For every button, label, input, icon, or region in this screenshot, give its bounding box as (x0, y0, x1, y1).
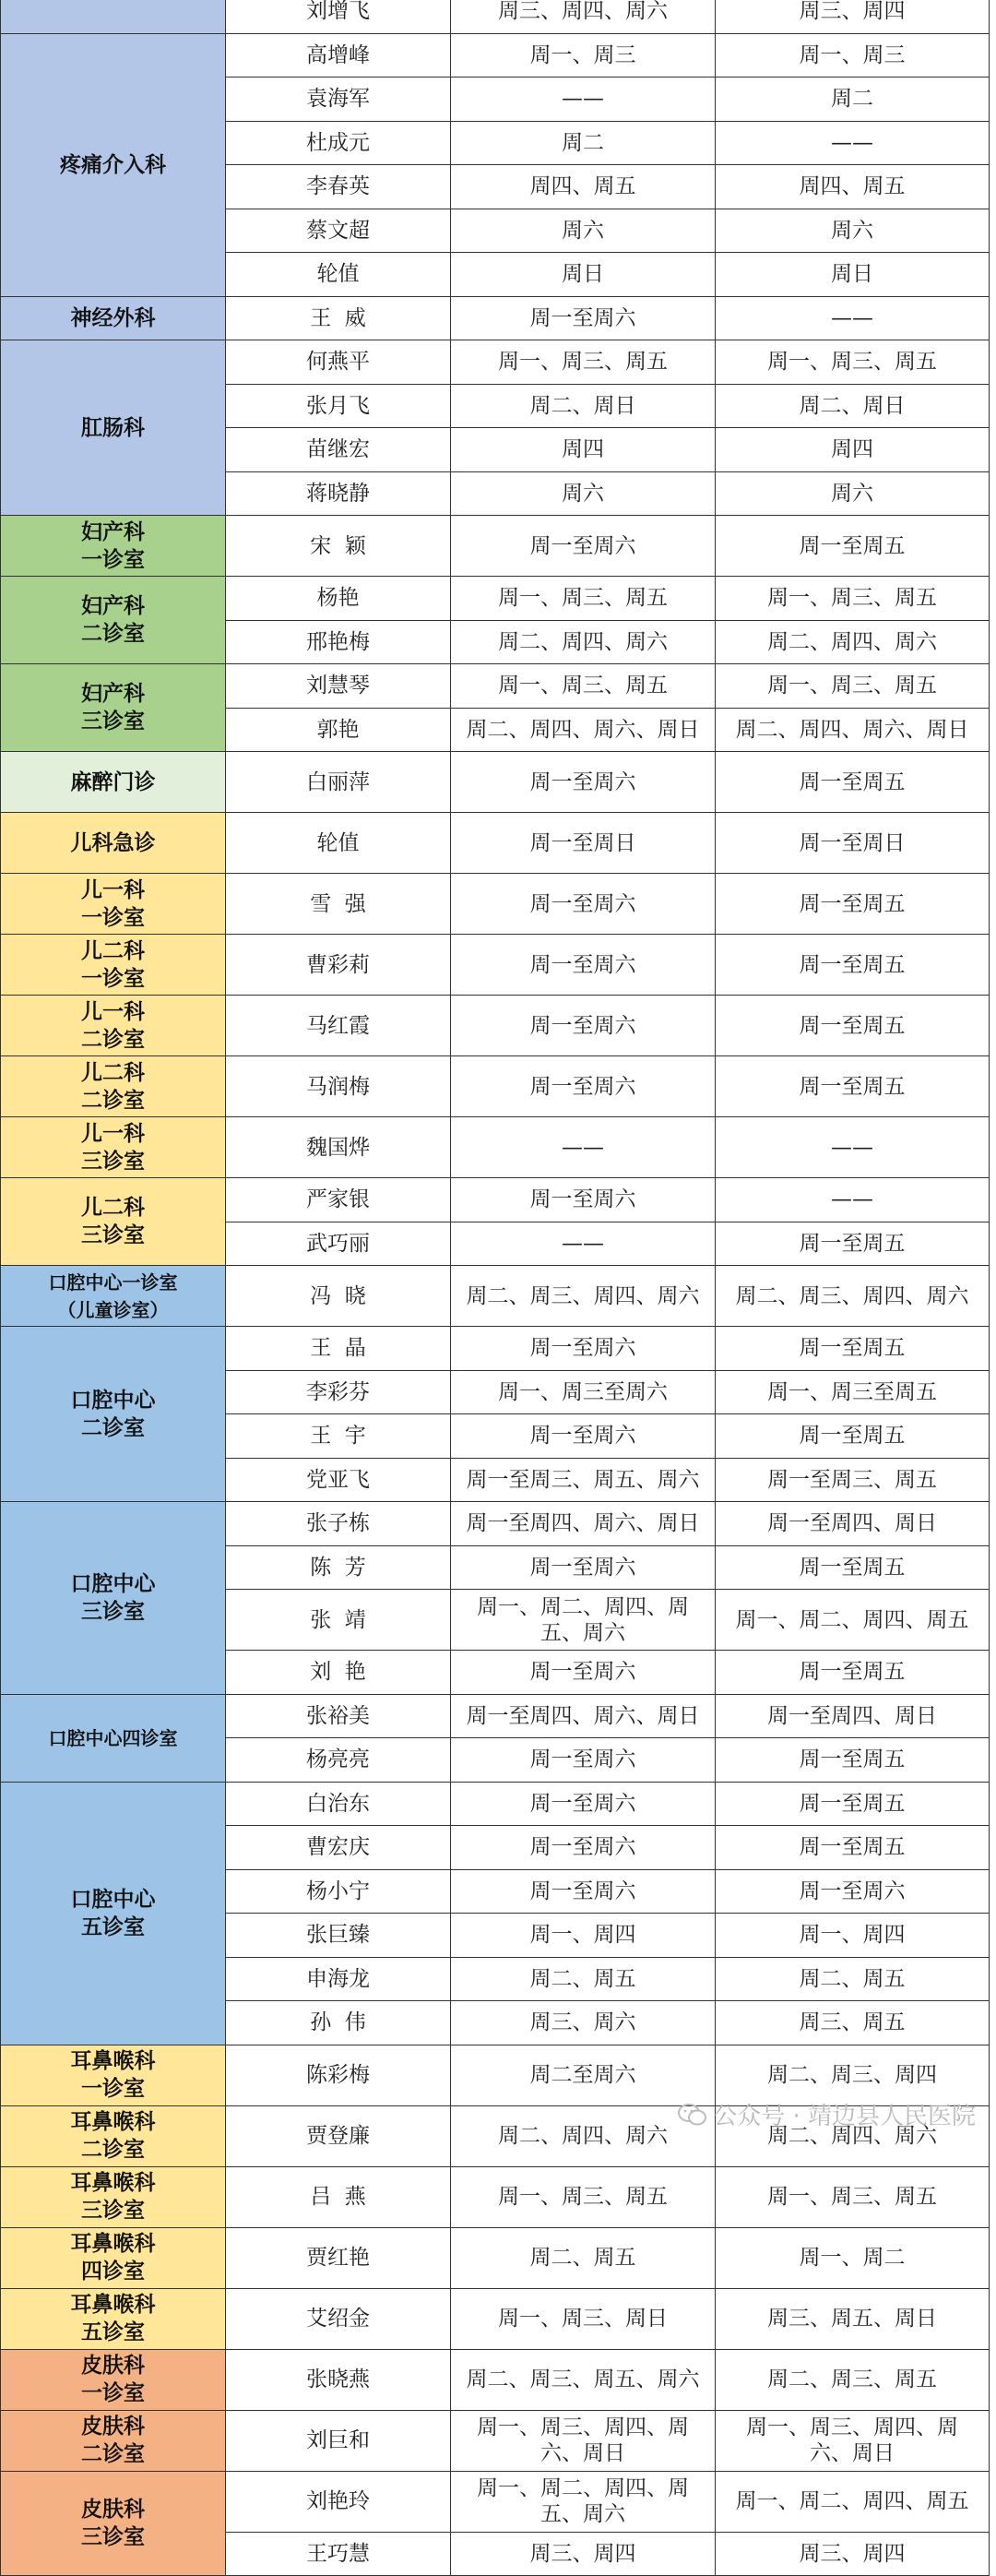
doctor-name-cell: 王 威 (226, 296, 451, 340)
doctor-name-cell: 张月飞 (226, 384, 451, 428)
schedule-cell-b: 周二、周三、周四 (716, 2045, 990, 2105)
doctor-name-cell: 陈彩梅 (226, 2045, 451, 2105)
schedule-cell-a: 周二、周四、周六、周日 (451, 708, 716, 752)
schedule-cell-b: 周二、周五 (716, 1957, 990, 2001)
doctor-name-cell: 何燕平 (226, 340, 451, 385)
schedule-cell-b: 周一至周五 (716, 516, 990, 577)
schedule-cell-b: 周一至周五 (716, 1545, 990, 1590)
schedule-cell-b: 周一、周三至周五 (716, 1370, 990, 1414)
schedule-cell-a: 周三、周四、周六 (451, 0, 716, 33)
doctor-name-cell: 李春英 (226, 165, 451, 209)
doctor-name-cell: 杨小宁 (226, 1869, 451, 1914)
schedule-cell-a: 周一、周三、周五 (451, 577, 716, 621)
table-row (1, 1117, 990, 1178)
doctor-name-cell: 吕 燕 (226, 2166, 451, 2227)
doctor-name-cell: 白丽萍 (226, 752, 451, 813)
department-cell: 耳鼻喉科 三诊室 (1, 2166, 226, 2227)
schedule-cell-b: 周二、周四、周六 (716, 620, 990, 664)
schedule-cell-b: 周三、周四 (716, 2532, 990, 2576)
schedule-cell-a: 周一至周三、周五、周六 (451, 1458, 716, 1502)
schedule-cell-a: 周三、周六 (451, 2001, 716, 2045)
doctor-name-cell: 白治东 (226, 1782, 451, 1826)
schedule-cell-b: 周一至周五 (716, 1782, 990, 1826)
schedule-cell-b: 周四 (716, 428, 990, 472)
department-cell: 儿一科 三诊室 (1, 1117, 226, 1178)
schedule-cell-a: 周四、周五 (451, 165, 716, 209)
schedule-cell-a: 周一、周三、周日 (451, 2288, 716, 2349)
schedule-cell-a: 周一至周六 (451, 752, 716, 813)
doctor-name-cell: 蒋晓静 (226, 471, 451, 516)
table-row (1, 340, 990, 385)
doctor-name-cell: 张子栋 (226, 1502, 451, 1546)
schedule-cell-b: 周一、周三、周五 (716, 340, 990, 385)
doctor-name-cell: 魏国烨 (226, 1117, 451, 1178)
schedule-cell-a: 周二、周四、周六 (451, 620, 716, 664)
schedule-cell-a: 周二、周五 (451, 1957, 716, 2001)
schedule-cell-b: 周三、周四 (716, 0, 990, 33)
table-row (1, 935, 990, 996)
schedule-cell-b: 周一、周二、周四、周五 (716, 1590, 990, 1651)
doctor-name-cell: 党亚飞 (226, 1458, 451, 1502)
doctor-name-cell: 张巨臻 (226, 1914, 451, 1958)
doctor-name-cell: 杨亮亮 (226, 1738, 451, 1783)
table-row (1, 516, 990, 577)
doctor-name-cell: 雪 强 (226, 874, 451, 935)
watermark-text: 公众号 · 靖边县人民医院 (713, 2103, 976, 2130)
doctor-name-cell: 邢艳梅 (226, 620, 451, 664)
schedule-cell-b: 周一至周四、周日 (716, 1502, 990, 1546)
schedule-cell-a: 周六 (451, 471, 716, 516)
schedule-cell-b: 周一、周二 (716, 2227, 990, 2288)
doctor-name-cell: 贾登廉 (226, 2105, 451, 2166)
doctor-name-cell: 冯 晓 (226, 1266, 451, 1327)
schedule-cell-b: 周六 (716, 209, 990, 253)
schedule-cell-b: —— (716, 121, 990, 165)
doctor-name-cell: 马润梅 (226, 1056, 451, 1117)
schedule-cell-a: 周一、周三、周五 (451, 664, 716, 709)
table-row (1, 2349, 990, 2410)
schedule-cell-a: 周二、周四、周六 (451, 2105, 716, 2166)
department-cell: 耳鼻喉科 五诊室 (1, 2288, 226, 2349)
schedule-cell-b: 周一、周四 (716, 1914, 990, 1958)
schedule-cell-a: 周一至周六 (451, 1056, 716, 1117)
schedule-cell-a: 周一至周六 (451, 1826, 716, 1870)
schedule-cell-a: 周四 (451, 428, 716, 472)
table-row (1, 1782, 990, 1826)
schedule-cell-a: 周一、周三至周六 (451, 1370, 716, 1414)
table-row (1, 664, 990, 709)
schedule-cell-b: 周二、周三、周四、周六 (716, 1266, 990, 1327)
department-cell: 麻醉门诊 (1, 752, 226, 813)
doctor-name-cell: 刘艳玲 (226, 2471, 451, 2532)
department-cell: 儿一科 二诊室 (1, 996, 226, 1056)
schedule-cell-b: 周一至周五 (716, 1738, 990, 1783)
table-row (1, 996, 990, 1056)
doctor-name-cell: 王 晶 (226, 1327, 451, 1371)
doctor-name-cell: 刘 艳 (226, 1651, 451, 1695)
schedule-cell-a: 周一至周四、周六、周日 (451, 1502, 716, 1546)
schedule-cell-a: 周二 (451, 121, 716, 165)
schedule-cell-b: 周六 (716, 471, 990, 516)
doctor-name-cell: 武巧丽 (226, 1222, 451, 1266)
department-cell: 耳鼻喉科 四诊室 (1, 2227, 226, 2288)
department-cell: 儿二科 二诊室 (1, 1056, 226, 1117)
table-row (1, 1056, 990, 1117)
schedule-cell-b: 周一至周三、周五 (716, 1458, 990, 1502)
schedule-cell-b: 周一至周五 (716, 1826, 990, 1870)
schedule-cell-b: 周二 (716, 78, 990, 122)
table-row (1, 2288, 990, 2349)
doctor-name-cell: 杨艳 (226, 577, 451, 621)
schedule-cell-a: 周一、周四 (451, 1914, 716, 1958)
doctor-name-cell: 王 宇 (226, 1414, 451, 1459)
schedule-cell-a: 周一至周六 (451, 1545, 716, 1590)
doctor-name-cell: 孙 伟 (226, 2001, 451, 2045)
schedule-cell-a: 周三、周四 (451, 2532, 716, 2576)
doctor-name-cell: 张 靖 (226, 1590, 451, 1651)
schedule-cell-b: 周二、周四、周六 (716, 2105, 990, 2166)
schedule-cell-a: 周六 (451, 209, 716, 253)
schedule-cell-a: 周一、周三、周四、周 六、周日 (451, 2410, 716, 2471)
schedule-cell-a: 周二、周三、周四、周六 (451, 1266, 716, 1327)
doctor-name-cell: 宋 颖 (226, 516, 451, 577)
department-cell: 口腔中心一诊室 （儿童诊室） (1, 1266, 226, 1327)
table-row (1, 2227, 990, 2288)
doctor-name-cell: 高增峰 (226, 33, 451, 78)
doctor-name-cell: 苗继宏 (226, 428, 451, 472)
schedule-cell-b: 周四、周五 (716, 165, 990, 209)
department-cell: 肛肠科 (1, 340, 226, 516)
doctor-name-cell: 贾红艳 (226, 2227, 451, 2288)
schedule-cell-b: 周一、周三、周五 (716, 2166, 990, 2227)
doctor-name-cell: 刘巨和 (226, 2410, 451, 2471)
schedule-cell-b: 周一、周三、周五 (716, 577, 990, 621)
schedule-cell-a: 周一、周二、周四、周 五、周六 (451, 2471, 716, 2532)
schedule-cell-a: 周一、周二、周四、周 五、周六 (451, 1590, 716, 1651)
schedule-cell-b: 周三、周五 (716, 2001, 990, 2045)
schedule-cell-b: 周一、周三 (716, 33, 990, 78)
department-cell: 皮肤科 二诊室 (1, 2410, 226, 2471)
schedule-cell-a: 周一至周六 (451, 516, 716, 577)
table-row (1, 2471, 990, 2532)
schedule-cell-a: 周日 (451, 253, 716, 297)
schedule-cell-b: 周一至周五 (716, 1651, 990, 1695)
schedule-cell-b: 周日 (716, 253, 990, 297)
schedule-cell-a: —— (451, 78, 716, 122)
table-row (1, 1694, 990, 1738)
wechat-icon (678, 2103, 707, 2127)
doctor-name-cell: 陈 芳 (226, 1545, 451, 1590)
department-cell: 口腔中心 二诊室 (1, 1327, 226, 1502)
watermark (678, 2097, 976, 2131)
department-cell: 儿二科 一诊室 (1, 935, 226, 996)
schedule-cell-a: 周一至周六 (451, 1414, 716, 1459)
doctor-name-cell: 蔡文超 (226, 209, 451, 253)
table-row (1, 33, 990, 78)
schedule-cell-b: 周一至周日 (716, 813, 990, 874)
table-row (1, 2410, 990, 2471)
doctor-name-cell: 艾绍金 (226, 2288, 451, 2349)
schedule-cell-a: 周一至周六 (451, 935, 716, 996)
department-cell: 皮肤科 三诊室 (1, 2471, 226, 2576)
schedule-cell-a: 周一至周六 (451, 296, 716, 340)
table-row (1, 2166, 990, 2227)
schedule-cell-b: 周一至周五 (716, 752, 990, 813)
schedule-cell-a: 周一至周六 (451, 1327, 716, 1371)
department-cell: 口腔中心四诊室 (1, 1694, 226, 1782)
schedule-cell-a: 周一、周三、周五 (451, 340, 716, 385)
schedule-cell-b: 周二、周四、周六、周日 (716, 708, 990, 752)
schedule-cell-a: 周一至周六 (451, 1651, 716, 1695)
table-row (1, 1266, 990, 1327)
doctor-name-cell: 严家银 (226, 1178, 451, 1222)
department-cell: 儿科急诊 (1, 813, 226, 874)
table-row (1, 874, 990, 935)
table-row (1, 1327, 990, 1371)
schedule-cell-a: 周一至周日 (451, 813, 716, 874)
table-row (1, 1502, 990, 1546)
schedule-cell-b: 周一至周六 (716, 1869, 990, 1914)
department-cell: 妇产科 一诊室 (1, 516, 226, 577)
table-row (1, 0, 990, 33)
schedule-cell-b: —— (716, 296, 990, 340)
department-cell (1, 0, 226, 33)
doctor-name-cell: 袁海军 (226, 78, 451, 122)
schedule-cell-a: 周二、周三、周五、周六 (451, 2349, 716, 2410)
department-cell: 妇产科 三诊室 (1, 664, 226, 752)
schedule-cell-a: 周一、周三 (451, 33, 716, 78)
schedule-cell-a: —— (451, 1117, 716, 1178)
doctor-name-cell: 张裕美 (226, 1694, 451, 1738)
schedule-cell-a: 周二至周六 (451, 2045, 716, 2105)
schedule-cell-b: 周三、周五、周日 (716, 2288, 990, 2349)
schedule-cell-b: 周一、周三、周四、周 六、周日 (716, 2410, 990, 2471)
doctor-name-cell: 郭艳 (226, 708, 451, 752)
schedule-cell-b: 周一至周五 (716, 1222, 990, 1266)
schedule-cell-a: —— (451, 1222, 716, 1266)
schedule-cell-b: 周一至周五 (716, 935, 990, 996)
table-row (1, 296, 990, 340)
doctor-name-cell: 王巧慧 (226, 2532, 451, 2576)
department-cell: 神经外科 (1, 296, 226, 340)
schedule-cell-a: 周一至周六 (451, 996, 716, 1056)
schedule-cell-a: 周一至周六 (451, 1738, 716, 1783)
table-row (1, 1178, 990, 1222)
schedule-cell-b: 周一至周四、周日 (716, 1694, 990, 1738)
doctor-name-cell: 轮值 (226, 813, 451, 874)
schedule-cell-b: 周一至周五 (716, 1327, 990, 1371)
doctor-name-cell: 轮值 (226, 253, 451, 297)
schedule-cell-b: —— (716, 1117, 990, 1178)
doctor-name-cell: 杜成元 (226, 121, 451, 165)
schedule-cell-a: 周一至周六 (451, 874, 716, 935)
schedule-cell-a: 周一至周六 (451, 1782, 716, 1826)
doctor-name-cell: 刘增飞 (226, 0, 451, 33)
department-cell: 疼痛介入科 (1, 33, 226, 296)
schedule-cell-a: 周一至周六 (451, 1869, 716, 1914)
department-cell: 耳鼻喉科 二诊室 (1, 2105, 226, 2166)
schedule-cell-b: —— (716, 1178, 990, 1222)
schedule-cell-b: 周一、周二、周四、周五 (716, 2471, 990, 2532)
doctor-name-cell: 申海龙 (226, 1957, 451, 2001)
schedule-cell-b: 周一至周五 (716, 996, 990, 1056)
schedule-cell-a: 周一至周四、周六、周日 (451, 1694, 716, 1738)
doctor-name-cell: 曹彩莉 (226, 935, 451, 996)
doctor-name-cell: 刘慧琴 (226, 664, 451, 709)
schedule-cell-a: 周二、周日 (451, 384, 716, 428)
schedule-cell-b: 周一、周三、周五 (716, 664, 990, 709)
department-cell: 妇产科 二诊室 (1, 577, 226, 664)
doctor-name-cell: 马红霞 (226, 996, 451, 1056)
department-cell: 儿一科 一诊室 (1, 874, 226, 935)
schedule-cell-a: 周一、周三、周五 (451, 2166, 716, 2227)
table-row (1, 577, 990, 621)
doctor-name-cell: 张晓燕 (226, 2349, 451, 2410)
schedule-cell-a: 周一至周六 (451, 1178, 716, 1222)
doctor-name-cell: 李彩芬 (226, 1370, 451, 1414)
schedule-cell-b: 周一至周五 (716, 874, 990, 935)
department-cell: 儿二科 三诊室 (1, 1178, 226, 1266)
schedule-cell-a: 周二、周五 (451, 2227, 716, 2288)
doctor-name-cell: 曹宏庆 (226, 1826, 451, 1870)
department-cell: 皮肤科 一诊室 (1, 2349, 226, 2410)
schedule-cell-b: 周二、周日 (716, 384, 990, 428)
department-cell: 口腔中心 三诊室 (1, 1502, 226, 1695)
table-row (1, 813, 990, 874)
department-cell: 口腔中心 五诊室 (1, 1782, 226, 2045)
table-row (1, 752, 990, 813)
schedule-cell-b: 周一至周五 (716, 1056, 990, 1117)
schedule-cell-b: 周二、周三、周五 (716, 2349, 990, 2410)
schedule-cell-b: 周一至周五 (716, 1414, 990, 1459)
department-cell: 耳鼻喉科 一诊室 (1, 2045, 226, 2105)
